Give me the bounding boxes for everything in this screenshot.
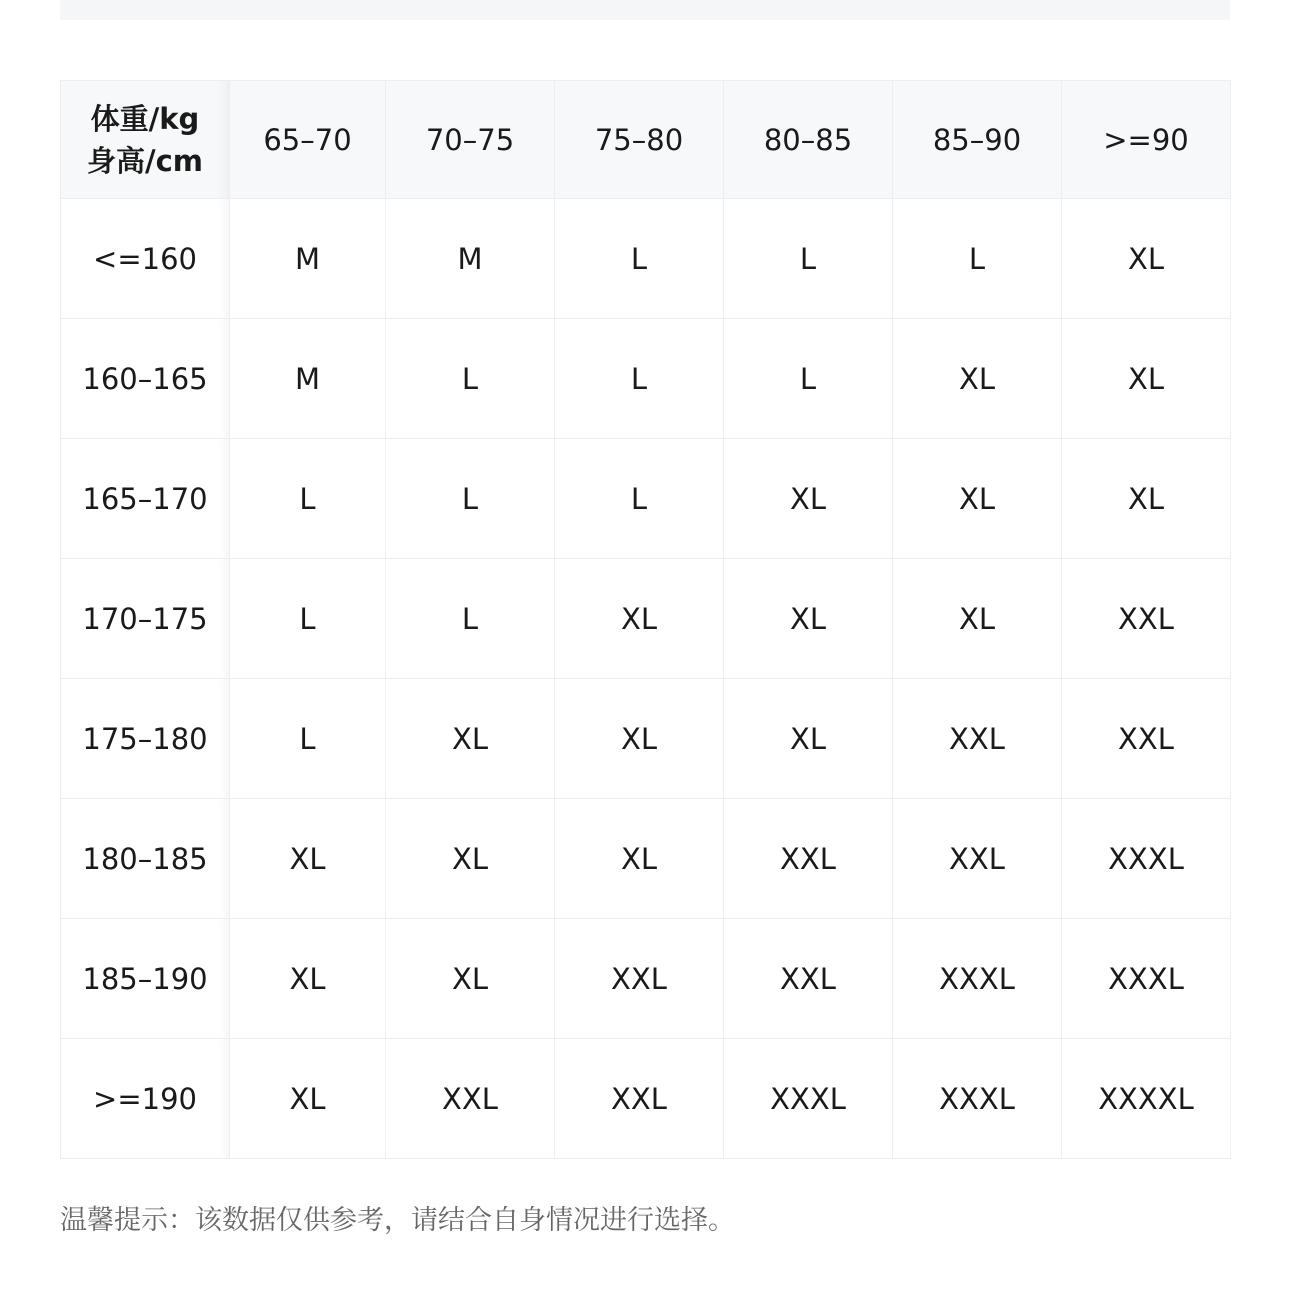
- size-cell: XL: [893, 319, 1062, 439]
- size-cell: L: [230, 559, 386, 679]
- size-cell: XXXL: [1062, 919, 1231, 1039]
- table-row: [61, 319, 1231, 439]
- size-cell: XXXXL: [1062, 1039, 1231, 1159]
- size-cell: XL: [230, 1039, 386, 1159]
- size-chart-table: [60, 80, 1231, 1159]
- height-range-cell: 185–190: [61, 919, 230, 1039]
- size-cell: L: [724, 319, 893, 439]
- size-cell: L: [386, 319, 555, 439]
- size-cell: XL: [1062, 199, 1231, 319]
- size-cell: XXL: [893, 799, 1062, 919]
- size-cell: M: [230, 199, 386, 319]
- height-range-cell: 165–170: [61, 439, 230, 559]
- size-cell: L: [555, 199, 724, 319]
- size-tip-note: 温馨提示：该数据仅供参考，请结合自身情况进行选择。: [60, 1205, 735, 1236]
- size-cell: M: [230, 319, 386, 439]
- table-row: [61, 559, 1231, 679]
- height-range-cell: 170–175: [61, 559, 230, 679]
- weight-range-header: 70–75: [386, 81, 555, 199]
- size-cell: XXL: [1062, 679, 1231, 799]
- size-cell: M: [386, 199, 555, 319]
- size-cell: XXL: [724, 919, 893, 1039]
- size-cell: XL: [1062, 319, 1231, 439]
- size-cell: L: [555, 319, 724, 439]
- size-cell: L: [386, 559, 555, 679]
- size-cell: XL: [386, 679, 555, 799]
- top-divider-bar: [60, 0, 1230, 20]
- weight-range-header: 75–80: [555, 81, 724, 199]
- weight-range-header: >=90: [1062, 81, 1231, 199]
- height-range-cell: 175–180: [61, 679, 230, 799]
- size-cell: XL: [724, 439, 893, 559]
- height-range-cell: 160–165: [61, 319, 230, 439]
- height-range-cell: 180–185: [61, 799, 230, 919]
- table-header-row: [61, 81, 1231, 199]
- size-cell: XXL: [724, 799, 893, 919]
- size-cell: XL: [555, 679, 724, 799]
- size-cell: XL: [893, 439, 1062, 559]
- size-cell: XXXL: [1062, 799, 1231, 919]
- size-cell: XL: [555, 799, 724, 919]
- corner-header-cell: [61, 81, 230, 199]
- weight-axis-label: 体重/kg: [90, 101, 200, 136]
- table-row: [61, 799, 1231, 919]
- weight-range-header: 65–70: [230, 81, 386, 199]
- size-cell: XXXL: [724, 1039, 893, 1159]
- size-cell: XL: [893, 559, 1062, 679]
- size-cell: L: [555, 439, 724, 559]
- size-cell: L: [230, 439, 386, 559]
- size-cell: XXL: [555, 1039, 724, 1159]
- weight-range-header: 80–85: [724, 81, 893, 199]
- size-cell: XXL: [1062, 559, 1231, 679]
- size-cell: XL: [230, 919, 386, 1039]
- size-cell: L: [724, 199, 893, 319]
- height-range-cell: >=190: [61, 1039, 230, 1159]
- table-row: [61, 919, 1231, 1039]
- size-cell: XL: [724, 559, 893, 679]
- size-cell: L: [893, 199, 1062, 319]
- size-cell: XXL: [386, 1039, 555, 1159]
- weight-range-header: 85–90: [893, 81, 1062, 199]
- size-cell: XL: [724, 679, 893, 799]
- size-cell: XL: [555, 559, 724, 679]
- size-cell: XXL: [893, 679, 1062, 799]
- size-cell: XXXL: [893, 919, 1062, 1039]
- table-row: [61, 439, 1231, 559]
- table-row: [61, 679, 1231, 799]
- size-cell: L: [230, 679, 386, 799]
- size-cell: L: [386, 439, 555, 559]
- size-cell: XL: [386, 799, 555, 919]
- height-axis-label: 身高/cm: [86, 143, 203, 178]
- size-cell: XXL: [555, 919, 724, 1039]
- table-row: [61, 199, 1231, 319]
- size-cell: XL: [386, 919, 555, 1039]
- size-cell: XL: [1062, 439, 1231, 559]
- size-cell: XXXL: [893, 1039, 1062, 1159]
- height-range-cell: <=160: [61, 199, 230, 319]
- table-row: [61, 1039, 1231, 1159]
- size-cell: XL: [230, 799, 386, 919]
